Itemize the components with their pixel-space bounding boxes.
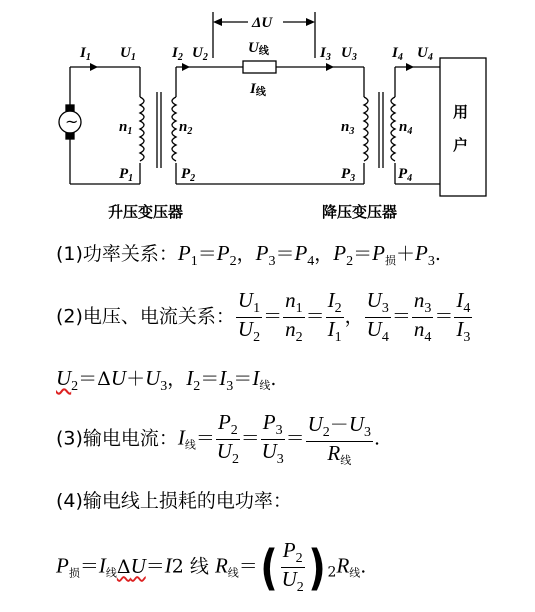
user-label-1: 用	[453, 103, 469, 121]
label-I2: $I_2$	[172, 45, 183, 63]
power-loss-heading: (4)输电线上损耗的电功率：	[56, 490, 292, 512]
label-I1: $I_1$	[80, 45, 91, 63]
label-U-line: U线	[248, 40, 269, 57]
label-U3: $U_3$	[341, 45, 357, 63]
power-relation-line: (1)功率关系：$P_1=P_2$，$P_3=P_4$，$P_2=P_损+P_3$.	[56, 241, 441, 269]
label-I-line: I线	[250, 81, 266, 98]
step-down-transformer-caption: 降压变压器	[322, 203, 398, 221]
label-P1: $P_1$	[119, 166, 134, 184]
label-I4: $I_4$	[392, 45, 403, 63]
ac-generator-icon: ~	[65, 112, 79, 131]
label-P2: $P_2$	[181, 166, 196, 184]
step-up-transformer-caption: 升压变压器	[108, 203, 184, 221]
label-n2: $n_2$	[179, 119, 193, 137]
label-I3: $I_3$	[320, 45, 331, 63]
label-n4: $n_4$	[399, 119, 413, 137]
user-label-2: 户	[453, 136, 469, 154]
voltage-current-relation-line: (2)电压、电流关系： $\frac{U_1}{U_2}$ ＝ $\frac{n_1}{n_2}$ ＝ $\frac{I_2}{I_1}$ ， $\frac{U_3}{U_4}$ ＝ $\frac{n_3}{n_4}$ ＝ $\frac{I_4}{I_3}$	[56, 288, 471, 345]
label-U2: $U_2$	[192, 45, 208, 63]
label-P4: $P_4$	[398, 166, 413, 184]
transmission-circuit-diagram	[0, 0, 535, 230]
voltage-sum-line: $U_2=\Delta U+U_3$，$I_2=I_3=I_线$.	[56, 366, 277, 394]
power-loss-formula-line: $P_损=I_线\Delta U=I2$ 线 $R_线=$( $\frac{P_2}{U_2}$ ) $_2R_线$.	[56, 538, 367, 596]
label-n1: $n_1$	[119, 119, 133, 137]
transmission-current-line: (3)输电电流：$I_线=$ $\frac{P_2}{U_2}$ ＝ $\frac{P_3}{U_3}$ ＝ $\frac{U_2-U_3}{R_线}$ .	[56, 410, 381, 467]
label-n3: $n_3$	[341, 119, 355, 137]
label-P3: $P_3$	[341, 166, 356, 184]
label-U4: $U_4$	[417, 45, 433, 63]
delta-u-label: ΔU	[252, 15, 273, 31]
label-U1: $U_1$	[120, 45, 136, 63]
